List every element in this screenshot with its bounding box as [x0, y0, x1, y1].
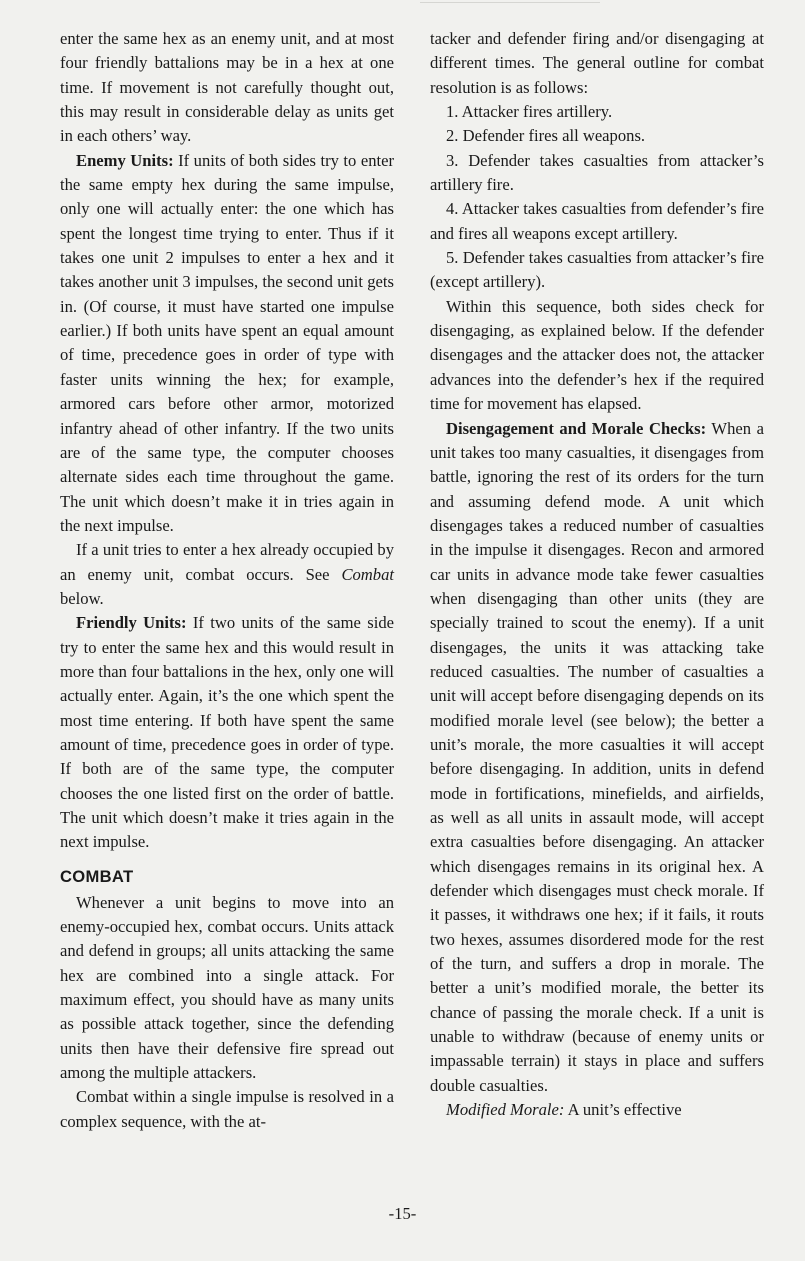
paragraph-enemy-units [60, 149, 394, 539]
run-in-heading: Friendly Units: [76, 613, 187, 633]
section-heading: COMBAT [60, 866, 134, 886]
paragraph-text: When a unit takes too many casualties, it disengages from battle, ignoring the rest of its orders for the turn and assuming defend mode. A unit which disengages takes a reduced number of casualties in the impulse it disengages. Recon and armored car units in advance mode take fewer casualties when disengaging than other units (they are specially trained to scout the enemy). If a unit disengages, the units it was attacking take reduced casualties. The number of casualties a unit will accept before disengaging depends on its modified morale level (see below); the better a unit’s morale, the more casualties it will accept before disengaging. In addition, units in defend mode in fortifications, minefields, and airfields, as well as all units in assault mode, will accept extra casualties before disengaging. An attacker which disengages remains in its original hex. A defender which disengages must check morale. If it passes, it withdraws one hex; if it fails, it routs two hexes, assumes disordered mode for the rest of the turn, and suffers a drop in morale. The better a unit’s modified morale, the better its chance of passing the morale check. If a unit is unable to withdraw (because of enemy units or impassable terrain) it stays in place and suffers double casualties. [430, 418, 764, 1095]
run-in-heading: Enemy Units: [76, 150, 174, 170]
paragraph: Whenever a unit begins to move into an enemy-occupied hex, combat occurs. Units attack and defend in groups; all units attacking the same hex are combined into a single attack. For maximum effect, you should have as many units as possible attack together, since the defending units then have their defensive fire spread out among the multiple attackers. [60, 892, 394, 1083]
paragraph-friendly-units [60, 611, 394, 854]
combat-step: 5. Defender takes casualties from attacker’s fire (except artillery). [430, 248, 764, 292]
right-column [430, 27, 764, 1122]
paragraph-text: If a unit tries to enter a hex already occupied by an enemy unit, combat occurs. See [60, 540, 394, 584]
combat-step: 1. Attacker fires artillery. [446, 102, 613, 122]
paragraph: Within this sequence, both sides check for disengaging, as explained below. If the defender disengages and the attacker does not, the attacker advances into the defender’s hex if the required time for movement has elapsed. [430, 296, 764, 414]
paragraph-text: If two units of the same side try to enter the same hex and this would result in more than four battalions in the hex, only one will actually enter. Again, it’s the one which spent the most time entering. If both have spent the same amount of time, precedence goes in order of type. If both are of the same type, the computer chooses the one listed first on the order of battle. The unit which doesn’t make it tries again in the next impulse. [60, 613, 394, 852]
combat-step: 3. Defender takes casualties from attacker’s artillery fire. [430, 150, 764, 195]
paragraph-text: A unit’s effective [564, 1100, 682, 1120]
paragraph: tacker and defender firing and/or disengaging at different times. The general outline for combat resolution is as follows: [430, 29, 764, 97]
left-column [60, 27, 394, 1134]
paragraph-text: below. [60, 588, 104, 608]
paragraph-text: If units of both sides try to enter the same empty hex during the same impulse, only one will actually enter: the one which has spent the longest time trying to enter. Thus if it takes one unit 2 impulses to enter a hex and it takes another unit 3 impulses, the second unit gets in. (Of course, it must have started one impulse earlier.) If both units have spent an equal amount of time, precedence goes in order of type with faster units winning the hex; for example, armored cars before other armor, motorized infantry ahead of other infantry. If the two units are of the same type, the computer chooses alternate sides each time throughout the game. The unit which doesn’t make it in tries again in the next impulse. [60, 150, 394, 535]
scan-edge-line [420, 2, 600, 3]
paragraph: enter the same hex as an enemy unit, and at most four friendly battalions may be in a hex at one time. If movement is not carefully thought out, this may result in considerable delay as units get in each others’ way. [60, 29, 394, 146]
paragraph-disengagement [430, 417, 764, 1099]
paragraph-modified-morale [430, 1098, 764, 1122]
combat-step: 4. Attacker takes casualties from defender’s fire and fires all weapons except artillery. [430, 199, 764, 243]
run-in-heading: Disengagement and Morale Checks: [446, 418, 707, 438]
run-in-heading: Modified Morale: [446, 1100, 565, 1120]
combat-step: 2. Defender fires all weapons. [446, 126, 646, 146]
cross-reference: Combat [341, 564, 394, 584]
paragraph: Combat within a single impulse is resolved in a complex sequence, with the at- [60, 1087, 394, 1131]
paragraph [60, 538, 394, 611]
page-number: -15- [388, 1204, 417, 1223]
